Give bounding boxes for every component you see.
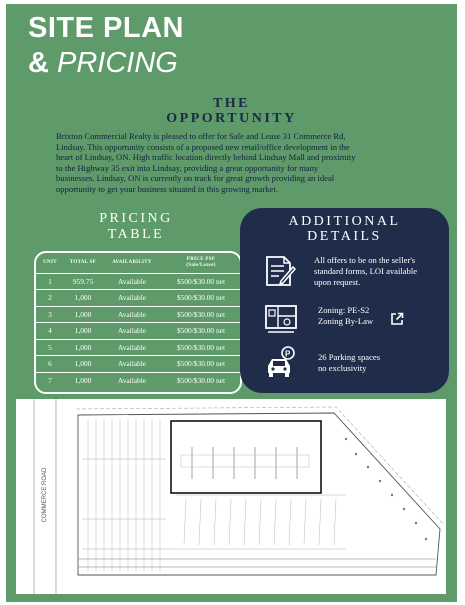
- title-pricing-word: PRICING: [57, 47, 178, 79]
- zoning-text: [318, 305, 373, 327]
- document-pen-icon: [264, 254, 296, 288]
- cell-status: Available: [102, 306, 162, 323]
- cell-price: $500/$30.00 net: [162, 372, 240, 389]
- cell-price: $500/$30.00 net: [162, 306, 240, 323]
- zoning-bylaw-link[interactable]: Zoning By-Law: [318, 316, 374, 326]
- parking-line: no exclusivity: [318, 363, 367, 373]
- title-ampersand: &: [28, 47, 49, 79]
- table-row: [36, 290, 240, 307]
- title-pricing: [28, 47, 178, 80]
- cell-sf: 1,000: [64, 306, 102, 323]
- header-availability: AVAILABILITY: [112, 259, 152, 265]
- svg-text:P: P: [285, 349, 291, 359]
- cell-price: $500/$30.00 net: [162, 273, 240, 290]
- pricing-title-line2: TABLE: [107, 227, 165, 242]
- header-price-line1: PRICE PSF: [186, 256, 216, 262]
- cell-sf: 1,000: [64, 339, 102, 356]
- cell-unit: 1: [36, 273, 64, 290]
- opportunity-heading: [6, 96, 457, 126]
- cell-sf: 1,000: [64, 372, 102, 389]
- offers-line: standard forms, LOI available: [314, 266, 418, 276]
- opportunity-line: businesses. Lindsay, ON is currently on track for great growth providing an ideal: [56, 173, 335, 183]
- pricing-header-row: [36, 253, 240, 273]
- cell-status: Available: [102, 273, 162, 290]
- cell-unit: 4: [36, 323, 64, 340]
- table-row: [36, 306, 240, 323]
- header-price-line2: (Sale/Lease): [186, 262, 216, 268]
- opportunity-line: to the Highway 35 exit into Lindsay, providing a great opportunity for many: [56, 162, 319, 173]
- cell-sf: 1,000: [64, 323, 102, 340]
- additional-details-panel: [240, 208, 449, 393]
- pricing-grid: [36, 253, 240, 389]
- cell-unit: 6: [36, 356, 64, 373]
- cell-status: Available: [102, 356, 162, 373]
- cell-unit: 3: [36, 306, 64, 323]
- cell-unit: 5: [36, 339, 64, 356]
- cell-status: Available: [102, 372, 162, 389]
- opportunity-heading-line2: OPPORTUNITY: [166, 111, 297, 126]
- external-link-icon[interactable]: [390, 312, 404, 326]
- road-label: COMMERCE ROAD: [42, 467, 48, 523]
- cell-price: $500/$30.00 net: [162, 323, 240, 340]
- cell-sf: 1,000: [64, 356, 102, 373]
- table-row: [36, 323, 240, 340]
- blueprint-icon: [264, 303, 298, 333]
- table-row: [36, 273, 240, 290]
- header-price: [162, 253, 240, 273]
- site-plan-drawing: [16, 399, 446, 594]
- cell-price: $500/$30.00 net: [162, 356, 240, 373]
- header-unit: UNIT: [43, 259, 57, 265]
- cell-price: $500/$30.00 net: [162, 290, 240, 307]
- pricing-table: [34, 251, 242, 394]
- opportunity-line: heart of Lindsay, ON. High traffic location directly behind Lindsay Mall and proximity: [56, 152, 356, 162]
- cell-sf: 959.75: [64, 273, 102, 290]
- table-row: [36, 372, 240, 389]
- pricing-title-line1: PRICING: [99, 211, 173, 226]
- table-row: [36, 339, 240, 356]
- offers-line: upon request.: [314, 277, 361, 287]
- offers-line: All offers to be on the seller's: [314, 255, 416, 265]
- cell-unit: 2: [36, 290, 64, 307]
- zoning-line: Zoning: PE-S2: [318, 305, 370, 315]
- parking-line: 26 Parking spaces: [318, 352, 381, 362]
- opportunity-line: Lindsay. This opportunity consists of a proposed new retail/office development in the: [56, 141, 350, 152]
- opportunity-line: Brixton Commercial Realty is pleased to offer for Sale and Lease 31 Commerce Rd,: [56, 131, 346, 141]
- additional-title-line1: ADDITIONAL: [288, 214, 401, 229]
- additional-details-title: [240, 214, 449, 244]
- cell-status: Available: [102, 339, 162, 356]
- parking-text: [318, 352, 380, 374]
- cell-sf: 1,000: [64, 290, 102, 307]
- additional-title-line2: DETAILS: [307, 229, 382, 244]
- parking-car-icon: [264, 346, 300, 380]
- title-site-plan: SITE PLAN: [28, 12, 184, 44]
- opportunity-line: opportunity to get your business situated in this growing market.: [56, 183, 278, 194]
- pricing-table-title: [42, 211, 230, 243]
- offers-text: [314, 255, 417, 288]
- cell-status: Available: [102, 323, 162, 340]
- cell-status: Available: [102, 290, 162, 307]
- site-plan-svg: [16, 399, 446, 594]
- table-row: [36, 356, 240, 373]
- cell-price: $500/$30.00 net: [162, 339, 240, 356]
- header-total-sf: TOTAL SF: [69, 259, 97, 265]
- opportunity-heading-line1: THE: [212, 96, 251, 111]
- cell-unit: 7: [36, 372, 64, 389]
- opportunity-description: [56, 131, 418, 194]
